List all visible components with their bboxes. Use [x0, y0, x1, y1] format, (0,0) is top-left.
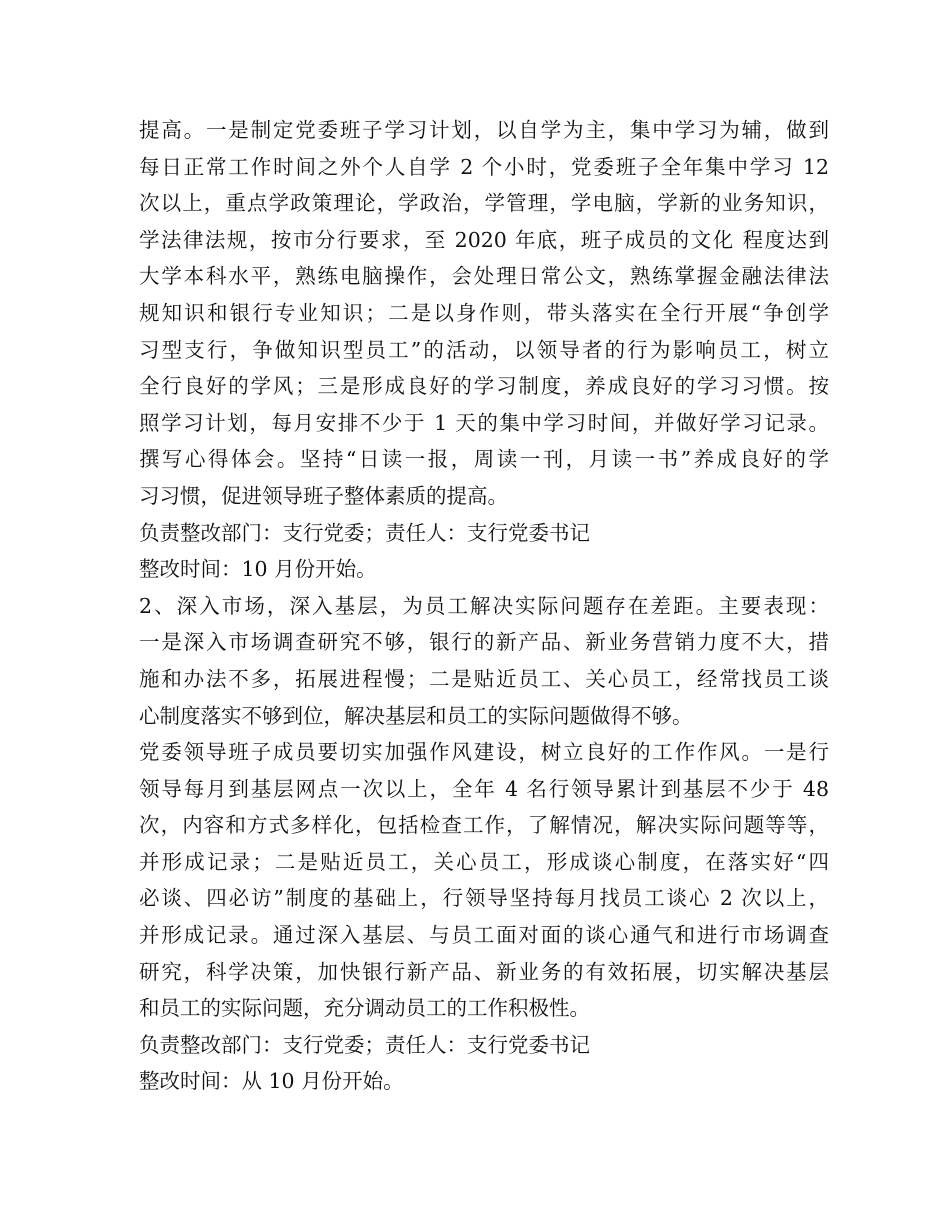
- text-line: 照学习计划，每月安排不少于 1 天的集中学习时间，并做好学习记录。: [139, 410, 829, 435]
- text-line: 整改时间：10 月份开始。: [139, 557, 377, 582]
- text-line: 全行良好的学风；三是形成良好的学习制度，养成良好的学习习惯。按: [139, 374, 829, 399]
- text-line: 每日正常工作时间之外个人自学 2 个小时，党委班子全年集中学习 12: [139, 154, 829, 179]
- deadline-line-2: [139, 1063, 829, 1100]
- text-line: 一是深入市场调查研究不够，银行的新产品、新业务营销力度不大，措: [139, 630, 829, 655]
- text-line: 领导每月到基层网点一次以上，全年 4 名行领导累计到基层不少于 48: [139, 776, 829, 801]
- text-line: 负责整改部门：支行党委；责任人：支行党委书记: [139, 1032, 590, 1057]
- text-line: 心制度落实不够到位，解决基层和员工的实际问题做得不够。: [139, 703, 693, 728]
- deadline-line-1: [139, 551, 829, 588]
- text-line: 施和办法不多，拓展进程慢；二是贴近员工、关心员工，经常找员工谈: [139, 666, 829, 691]
- text-line: 大学本科水平，熟练电脑操作，会处理日常公文，熟练掌握金融法律法: [139, 264, 829, 289]
- text-line: 次以上，重点学政策理论，学政治，学管理，学电脑，学新的业务知识，: [139, 191, 829, 216]
- text-line: 党委领导班子成员要切实加强作风建设，树立良好的工作作风。一是行: [139, 740, 829, 765]
- text-line: 并形成记录；二是贴近员工，关心员工，形成谈心制度，在落实好“四: [139, 849, 829, 874]
- text-line: 研究，科学决策，加快银行新产品、新业务的有效拓展，切实解决基层: [139, 959, 829, 984]
- text-line: 习习惯，促进领导班子整体素质的提高。: [139, 483, 508, 508]
- text-line: 次，内容和方式多样化，包括检查工作，了解情况，解决实际问题等等，: [139, 813, 829, 838]
- text-line: 习型支行，争做知识型员工”的活动，以领导者的行为影响员工，树立: [139, 337, 829, 362]
- document-body: [139, 112, 829, 1100]
- study-measures-paragraph: [139, 112, 829, 515]
- text-line: 提高。一是制定党委班子学习计划，以自学为主，集中学习为辅，做到: [139, 118, 829, 142]
- issue-2-paragraph: [139, 588, 829, 734]
- text-line: 撰写心得体会。坚持“日读一报，周读一刊，月读一书”养成良好的学: [139, 447, 829, 472]
- text-line: 并形成记录。通过深入基层、与员工面对面的谈心通气和进行市场调查: [139, 923, 829, 948]
- text-line: 必谈、四必访”制度的基础上，行领导坚持每月找员工谈心 2 次以上，: [139, 886, 829, 911]
- responsibility-line-1: [139, 515, 829, 552]
- responsibility-line-2: [139, 1027, 829, 1064]
- text-line: 负责整改部门：支行党委；责任人：支行党委书记: [139, 520, 590, 545]
- text-line: 学法律法规，按市分行要求，至 2020 年底，班子成员的文化 程度达到: [139, 227, 829, 252]
- text-line: 整改时间：从 10 月份开始。: [139, 1069, 404, 1094]
- rectification-2-paragraph: [139, 734, 829, 1027]
- text-line: 2、深入市场，深入基层，为员工解决实际问题存在差距。主要表现：: [139, 593, 829, 618]
- text-line: 规知识和银行专业知识；二是以身作则，带头落实在全行开展“争创学: [139, 300, 829, 325]
- text-line: 和员工的实际问题，充分调动员工的工作积极性。: [139, 996, 590, 1021]
